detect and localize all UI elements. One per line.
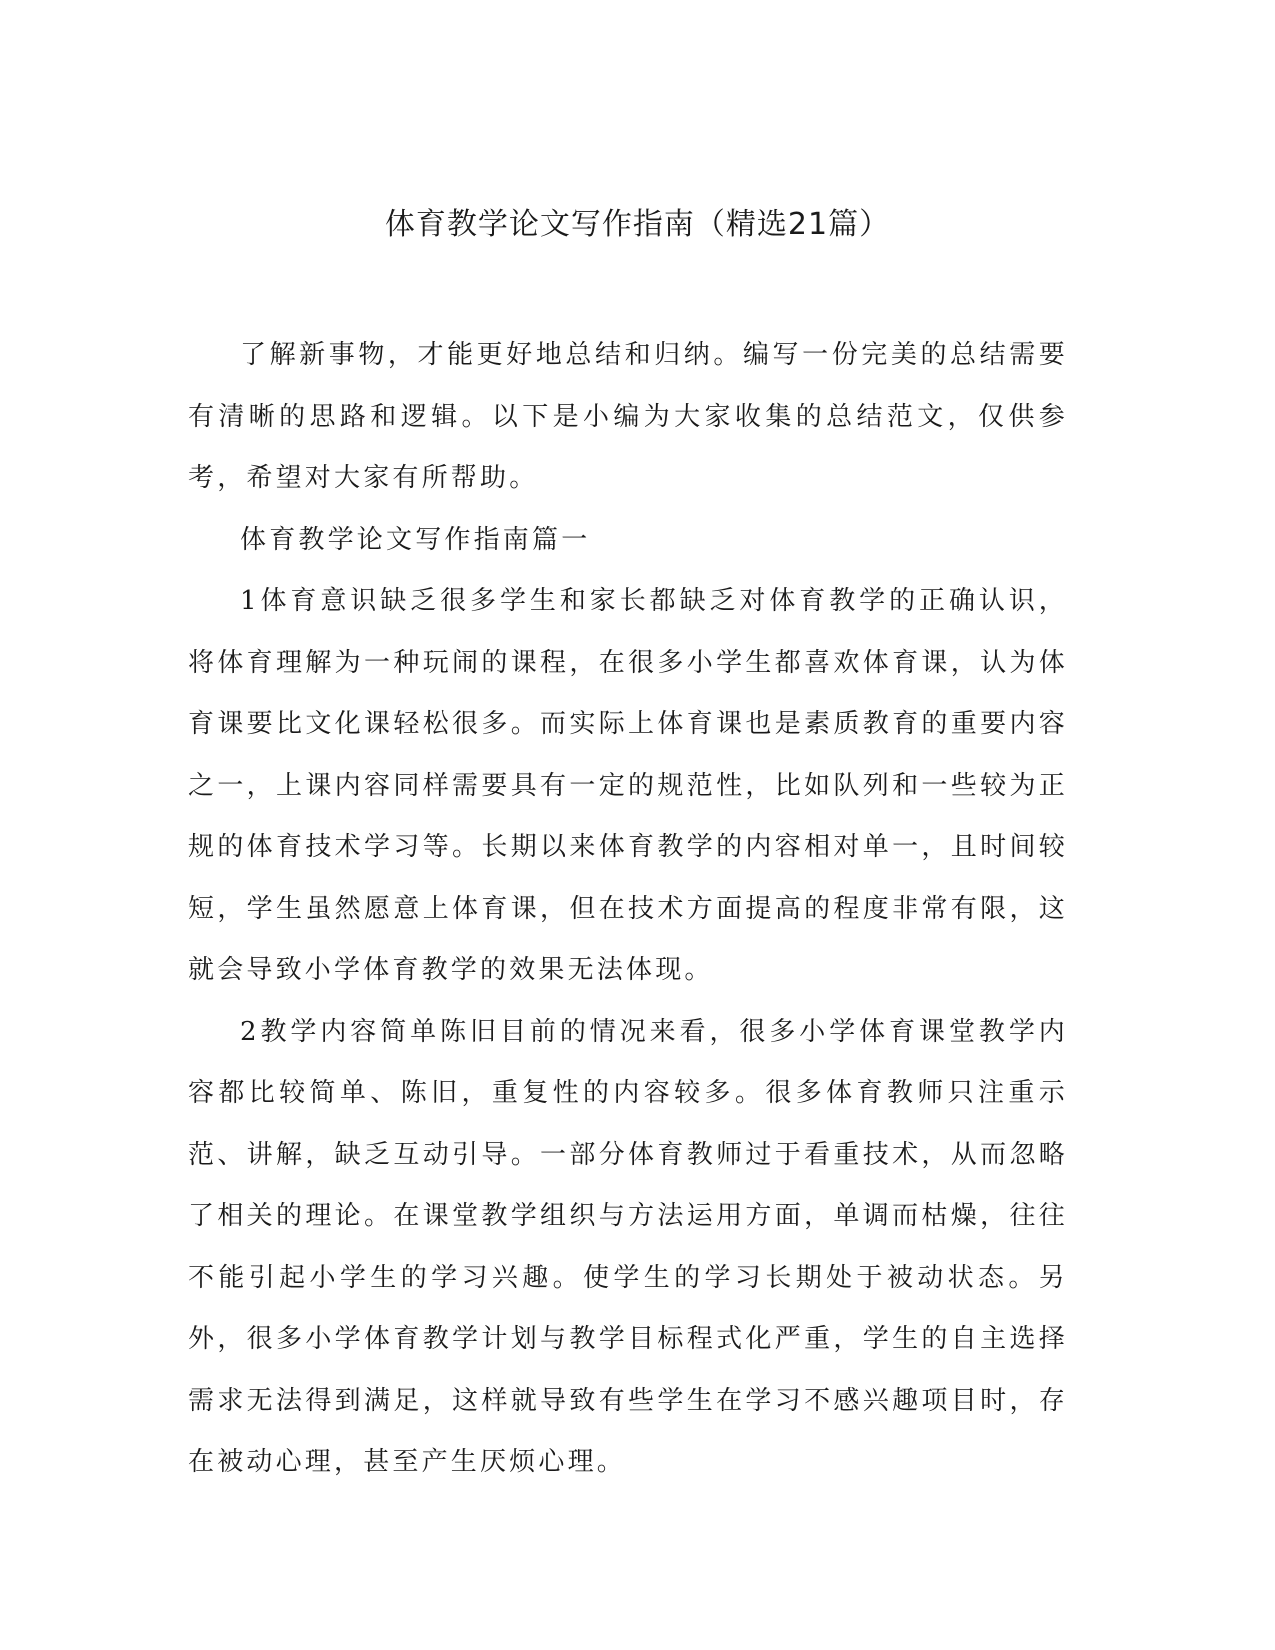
document-body [188, 325, 1068, 1494]
intro-paragraph: 了解新事物，才能更好地总结和归纳。编写一份完美的总结需要有清晰的思路和逻辑。以下是小编为大家收集的总结范文，仅供参考，希望对大家有所帮助。 [188, 340, 1068, 493]
document-title: 体育教学论文写作指南（精选21篇） [384, 207, 891, 242]
body-paragraph-2: 2教学内容简单陈旧目前的情况来看，很多小学体育课堂教学内容都比较简单、陈旧，重复性的内容较多。很多体育教师只注重示范、讲解，缺乏互动引导。一部分体育教师过于看重技术，从而忽略了相关的理论。在课堂教学组织与方法运用方面，单调而枯燥，往往不能引起小学生的学习兴趣。使学生的学习长期处于被动状态。另外，很多小学体育教学计划与教学目标程式化严重，学生的自主选择需求无法得到满足，这样就导致有些学生在学习不感兴趣项目时，存在被动心理，甚至产生厌烦心理。 [188, 1016, 1068, 1477]
body-paragraph-1: 1体育意识缺乏很多学生和家长都缺乏对体育教学的正确认识，将体育理解为一种玩闹的课程，在很多小学生都喜欢体育课，认为体育课要比文化课轻松很多。而实际上体育课也是素质教育的重要内容之一，上课内容同样需要具有一定的规范性，比如队列和一些较为正规的体育技术学习等。长期以来体育教学的内容相对单一，且时间较短，学生虽然愿意上体育课，但在技术方面提高的程度非常有限，这就会导致小学体育教学的效果无法体现。 [188, 586, 1068, 985]
section-heading: 体育教学论文写作指南篇一 [240, 524, 591, 555]
